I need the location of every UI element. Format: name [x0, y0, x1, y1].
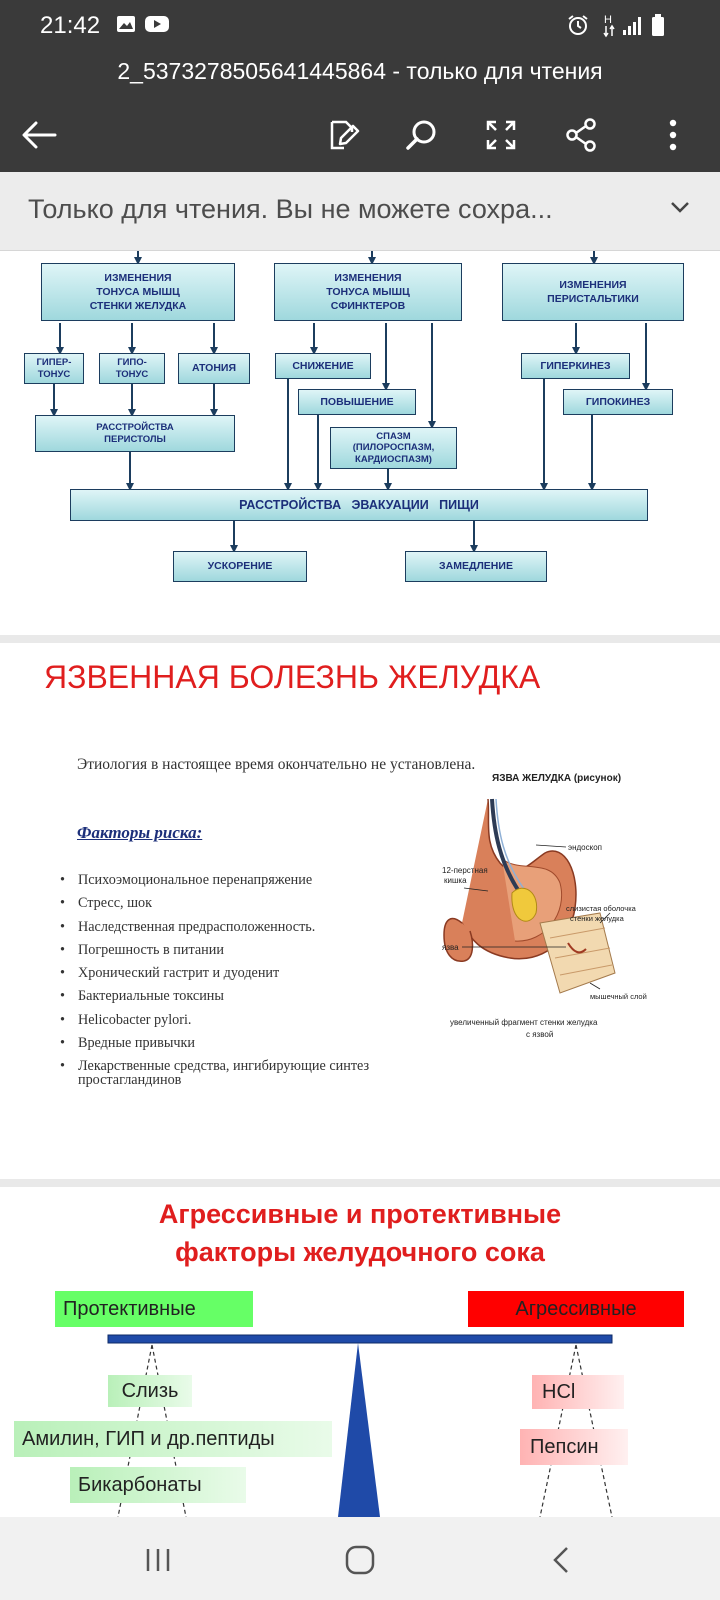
back-button[interactable]	[14, 110, 64, 160]
list-item: • Helicobacter pylori.	[58, 1013, 408, 1036]
illustration-caption-line1: увеличенный фрагмент стенки желудка	[450, 1018, 598, 1027]
box-spasm: СПАЗМ (ПИЛОРОСПАЗМ, КАРДИОСПАЗМ)	[330, 427, 457, 469]
label-mucosa-line2: стенки желудка	[570, 914, 624, 923]
list-item: • Лекарственные средства, ингибирующие синтез простагландинов	[58, 1059, 408, 1099]
slide-peptic-ulcer	[0, 643, 720, 1179]
title-line-1: Агрессивные и протективные	[158, 1199, 562, 1229]
status-bar	[0, 0, 720, 52]
readonly-banner-text: Только для чтения. Вы не можете сохра...	[28, 194, 553, 224]
protective-item-mucus: Слизь	[108, 1375, 192, 1407]
list-item: • Хронический гастрит и дуоденит	[58, 966, 408, 989]
label-muscle: мышечный слой	[590, 992, 647, 1001]
box-tone-sphincters: ИЗМЕНЕНИЯ ТОНУСА МЫШЦ СФИНКТЕРОВ	[274, 263, 462, 321]
back-arrow-icon	[21, 120, 57, 150]
box-deceleration: ЗАМЕДЛЕНИЕ	[405, 551, 547, 582]
document-title: 2_5373278505641445864 - только для чтения	[117, 58, 603, 84]
share-button[interactable]	[556, 110, 606, 160]
box-hypotonus: ГИПО- ТОНУС	[99, 353, 165, 384]
box-tone-stomach-wall: ИЗМЕНЕНИЯ ТОНУСА МЫШЦ СТЕНКИ ЖЕЛУДКА	[41, 263, 235, 321]
nav-back-button[interactable]	[536, 1535, 586, 1585]
box-decrease: СНИЖЕНИЕ	[275, 353, 371, 379]
box-hypokinesis: ГИПОКИНЕЗ	[563, 389, 673, 415]
signal-icon	[622, 16, 644, 41]
illustration-title: ЯЗВА ЖЕЛУДКА (рисунок)	[492, 773, 622, 784]
share-icon	[565, 118, 597, 152]
battery-icon	[651, 13, 665, 42]
recent-apps-icon	[144, 1547, 172, 1573]
slide-motility-flowchart	[0, 251, 720, 635]
risk-factors-heading: Факторы риска:	[77, 823, 203, 842]
protective-item-peptides: Амилин, ГИП и др.пептиды	[14, 1421, 332, 1457]
slide-gastric-juice-factors	[0, 1187, 720, 1517]
alarm-icon	[567, 14, 589, 41]
label-endoscope: эндоскоп	[568, 843, 602, 852]
aggressive-header: Агрессивные	[468, 1291, 684, 1327]
aggressive-item-hcl: HCl	[532, 1375, 624, 1409]
label-duodenum-line1: 12-перстная	[442, 866, 488, 875]
fullscreen-icon	[485, 119, 517, 151]
box-evacuation-disorders: РАССТРОЙСТВА ЭВАКУАЦИИ ПИЩИ	[70, 489, 648, 521]
list-item: • Погрешность в питании	[58, 943, 408, 966]
label-ulcer: язва	[442, 943, 459, 952]
youtube-notification-icon	[144, 14, 170, 39]
home-button[interactable]	[335, 1535, 385, 1585]
box-acceleration: УСКОРЕНИЕ	[173, 551, 307, 582]
edit-button[interactable]	[318, 110, 368, 160]
box-peristalsis-changes: ИЗМЕНЕНИЯ ПЕРИСТАЛЬТИКИ	[502, 263, 684, 321]
box-peristole-disorders: РАССТРОЙСТВА ПЕРИСТОЛЫ	[35, 415, 235, 452]
box-increase: ПОВЫШЕНИЕ	[298, 389, 416, 415]
risk-factors-list	[58, 873, 408, 1099]
search-button[interactable]	[396, 110, 446, 160]
title-line-2: факторы желудочного сока	[175, 1237, 545, 1267]
status-time: 21:42	[40, 12, 101, 39]
chevron-down-icon[interactable]	[670, 200, 690, 219]
data-h-icon	[602, 12, 616, 43]
app-toolbar	[0, 52, 720, 172]
recent-apps-button[interactable]	[133, 1535, 183, 1585]
stomach-ulcer-illustration	[440, 763, 680, 1053]
readonly-banner[interactable]	[0, 172, 720, 251]
list-item: • Стресс, шок	[58, 896, 408, 919]
slide-title: ЯЗВЕННАЯ БОЛЕЗНЬ ЖЕЛУДКА	[44, 659, 541, 695]
protective-item-bicarbonates: Бикарбонаты	[70, 1467, 246, 1503]
list-item: • Наследственная предрасположенность.	[58, 920, 408, 943]
svg-text:H: H	[604, 14, 612, 26]
list-item: • Вредные привычки	[58, 1036, 408, 1059]
label-mucosa-line1: слизистая оболочка	[566, 904, 636, 913]
more-options-button[interactable]	[648, 110, 698, 160]
label-duodenum-line2: кишка	[444, 876, 467, 885]
system-navigation-bar	[0, 1517, 720, 1600]
illustration-caption-line2: с язвой	[526, 1030, 554, 1039]
edit-pencil-icon	[326, 118, 360, 152]
protective-header: Протективные	[55, 1291, 253, 1327]
etiology-text: Этиология в настоящее время окончательно не установлена.	[77, 756, 476, 773]
home-icon	[344, 1544, 376, 1576]
box-hyperkinesis: ГИПЕРКИНЕЗ	[521, 353, 630, 379]
box-atony: АТОНИЯ	[178, 353, 250, 384]
list-item: • Психоэмоциональное перенапряжение	[58, 873, 408, 896]
fullscreen-button[interactable]	[476, 110, 526, 160]
back-chevron-icon	[551, 1545, 571, 1575]
search-icon	[404, 118, 438, 152]
gallery-notification-icon	[116, 14, 136, 39]
box-hypertonus: ГИПЕР- ТОНУС	[24, 353, 84, 384]
aggressive-item-pepsin: Пепсин	[520, 1429, 628, 1465]
more-vert-icon	[668, 118, 678, 152]
list-item: • Бактериальные токсины	[58, 989, 408, 1012]
